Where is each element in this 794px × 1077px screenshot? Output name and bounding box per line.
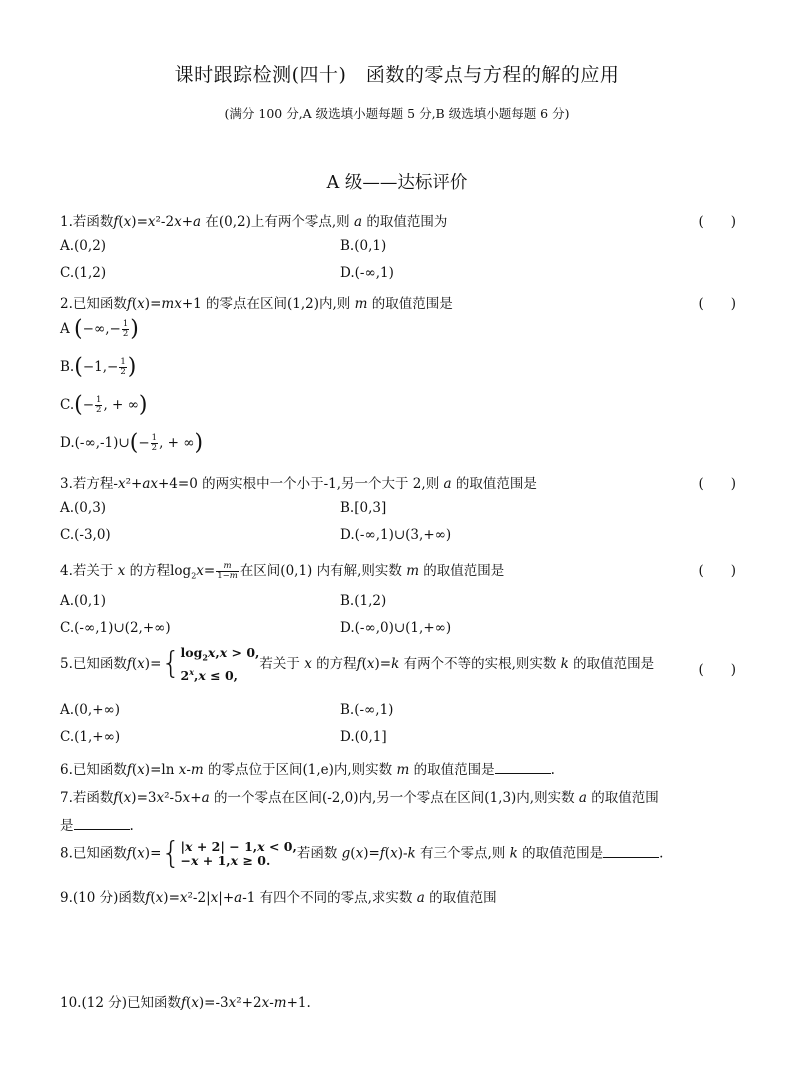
question-9: 9.(10 分)函数f(x)=x²-2|x|+a-1 有四个不同的零点,求实数 a 的取值范围 bbox=[60, 890, 497, 906]
q5-option-c: C.(1,+∞) bbox=[60, 729, 121, 745]
q2-option-a: A (−∞,− $\frac{1}{2}$ ) bbox=[60, 316, 139, 342]
q2-option-c: C.(− $\frac{1}{2}$ , + ∞) bbox=[60, 392, 148, 418]
question-7-line-1: 7.若函数f(x)=3x²-5x+a 的一个零点在区间(-2,0)内,另一个零点在区间(1,3)内,则实数 a 的取值范围 bbox=[60, 790, 659, 806]
q1-option-c: C.(1,2) bbox=[60, 265, 107, 281]
answer-bracket: ( ) bbox=[698, 662, 736, 678]
question-4-stem: 4.若关于 x 的方程$\log_2x=$ $\frac{m}{1-m}$ 在区间(0,1) 内有解,则实数 m 的取值范围是 bbox=[60, 561, 505, 581]
question-8: 8.已知函数f(x)={|x + 2| − 1,x < 0, −x + 1,x ≥ 0. 若函数 g(x)=f(x)-k 有三个零点,则 k 的取值范围是 . bbox=[60, 836, 664, 871]
q2-option-d: D.(-∞,-1)∪(− $\frac{1}{2}$ , + ∞) bbox=[60, 430, 204, 456]
page-subtitle: (满分 100 分,A 级选填小题每题 5 分,B 级选填小题每题 6 分) bbox=[224, 106, 570, 121]
answer-bracket: ( ) bbox=[698, 476, 736, 492]
q5-option-a: A.(0,+∞) bbox=[60, 702, 121, 718]
q4-option-b: B.(1,2) bbox=[340, 593, 387, 609]
q1-option-d: D.(-∞,1) bbox=[340, 265, 394, 281]
section-heading-a: A 级——达标评价 bbox=[326, 173, 468, 193]
q3-option-c: C.(-3,0) bbox=[60, 527, 111, 543]
q4-option-c: C.(-∞,1)∪(2,+∞) bbox=[60, 620, 171, 636]
question-3-stem: 3.若方程-x²+ax+4=0 的两实根中一个小于-1,另一个大于 2,则 a 的取值范围是 bbox=[60, 476, 537, 492]
question-5-stem: 5.已知函数$f(x)=\{\log_2x,x > 0$, $2^x,x \le 0$,若关于 x 的方程f(x)=k 有两个不等的实根,则实数 k 的取值范围是 bbox=[60, 645, 655, 683]
page-title: 课时跟踪检测(四十) 函数的零点与方程的解的应用 bbox=[174, 64, 620, 86]
q1-option-b: B.(0,1) bbox=[340, 238, 387, 254]
q3-option-d: D.(-∞,1)∪(3,+∞) bbox=[340, 527, 452, 543]
q4-option-a: A.(0,1) bbox=[60, 593, 107, 609]
q3-option-b: B.[0,3] bbox=[340, 500, 387, 516]
question-10: 10.(12 分)已知函数f(x)=-3x²+2x-m+1. bbox=[60, 995, 311, 1011]
q5-option-d: D.(0,1] bbox=[340, 729, 387, 745]
q5-option-b: B.(-∞,1) bbox=[340, 702, 394, 718]
q4-option-d: D.(-∞,0)∪(1,+∞) bbox=[340, 620, 452, 636]
answer-bracket: ( ) bbox=[698, 296, 736, 312]
q3-option-a: A.(0,3) bbox=[60, 500, 107, 516]
answer-bracket: ( ) bbox=[698, 214, 736, 230]
q2-option-b: B.(−1,− $\frac{1}{2}$ ) bbox=[60, 354, 137, 380]
q1-option-a: A.(0,2) bbox=[60, 238, 107, 254]
answer-bracket: ( ) bbox=[698, 563, 736, 579]
question-1-stem: 1.若函数f(x)=x²-2x+a 在(0,2)上有两个零点,则 a 的取值范围为 bbox=[60, 214, 448, 230]
question-7-line-2: 是 . bbox=[60, 818, 134, 834]
question-2-stem: 2.已知函数f(x)=mx+1 的零点在区间(1,2)内,则 m 的取值范围是 bbox=[60, 296, 453, 312]
question-6: 6.已知函数f(x)=ln x-m 的零点位于区间(1,e)内,则实数 m 的取值范围是 . bbox=[60, 762, 555, 778]
